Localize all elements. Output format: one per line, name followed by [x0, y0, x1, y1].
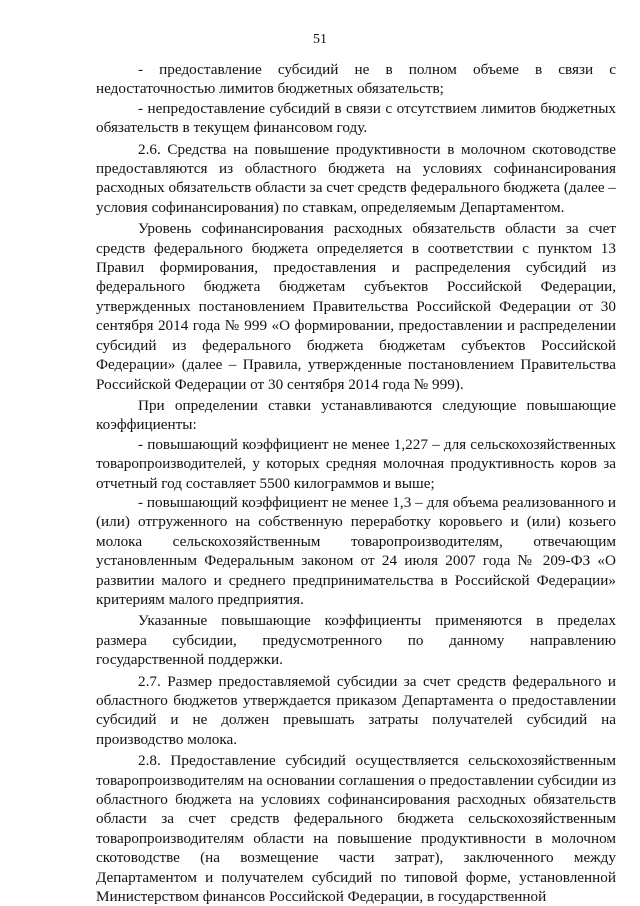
paragraph-8: Указанные повышающие коэффициенты применяются в пределах размера субсидии, предусмотренного по данному направлению государственной поддержки.: [96, 612, 616, 669]
paragraph-1: - предоставление субсидий не в полном объеме в связи с недостаточностью лимитов бюджетных обязательств;: [96, 61, 616, 98]
page-number: 51: [313, 32, 327, 47]
paragraph-6: - повышающий коэффициент не менее 1,227 – для сельскохозяйственных товаропроизводителей, у которых средняя молочная продуктивность коров за отчетный год составляет 5500 килограммов и выше;: [96, 435, 616, 492]
paragraph-10: 2.8. Предоставление субсидий осуществляется сельскохозяйственным товаропроизводителям на основании соглашения о предоставлении субсидии из областного бюджета на условиях софинансирования расходных обязательств области за счет средств федерального бюджета сельскохозяйственным товаропроизводителям области на повышение продуктивности в молочном скотоводстве (на возмещение части затрат), заключенного между Департаментом и получателем субсидий по типовой форме, установленной Министерством финансов Российской Федерации, в государственной: [96, 752, 616, 906]
paragraph-4: Уровень софинансирования расходных обязательств области за счет средств федерального бюджета определяется в соответствии с пунктом 13 Правил формирования, предоставления и распределения субсидий из федерального бюджета бюджетам субъектов Российской Федерации, утвержденных постановлением Правительства Российской Федерации от 30 сентября 2014 года № 999 «О формировании, предоставлении и распределении субсидий из федерального бюджета бюджетам субъектов Российской Федерации» (далее – Правила, утвержденные постановлением Правительства Российской Федерации от 30 сентября 2014 года № 999).: [96, 220, 616, 393]
paragraph-2: - непредоставление субсидий в связи с отсутствием лимитов бюджетных обязательств в текущем финансовом году.: [96, 99, 616, 137]
document-body: [96, 60, 616, 906]
paragraph-3: 2.6. Средства на повышение продуктивности в молочном скотоводстве предоставляются из областного бюджета на условиях софинансирования расходных обязательств области за счет средств федерального бюджета (далее – условия софинансирования) по ставкам, определяемым Департаментом.: [96, 140, 616, 216]
paragraph-9: 2.7. Размер предоставляемой субсидии за счет средств федерального и областного бюджетов утверждается приказом Департамента о предоставлении субсидий и не должен превышать затраты получателей субсидий на производство молока.: [96, 672, 616, 748]
paragraph-7: - повышающий коэффициент не менее 1,3 – для объема реализованного и (или) отгруженного на собственную переработку коровьего и (или) козьего молока сельскохозяйственным товаропроизводителям, отвечающим установленным Федеральным законом от 24 июля 2007 года № 209-ФЗ «О развитии малого и среднего предпринимательства в Российской Федерации» критериям малого предприятия.: [96, 493, 616, 608]
paragraph-5: При определении ставки устанавливаются следующие повышающие коэффициенты:: [96, 396, 616, 434]
